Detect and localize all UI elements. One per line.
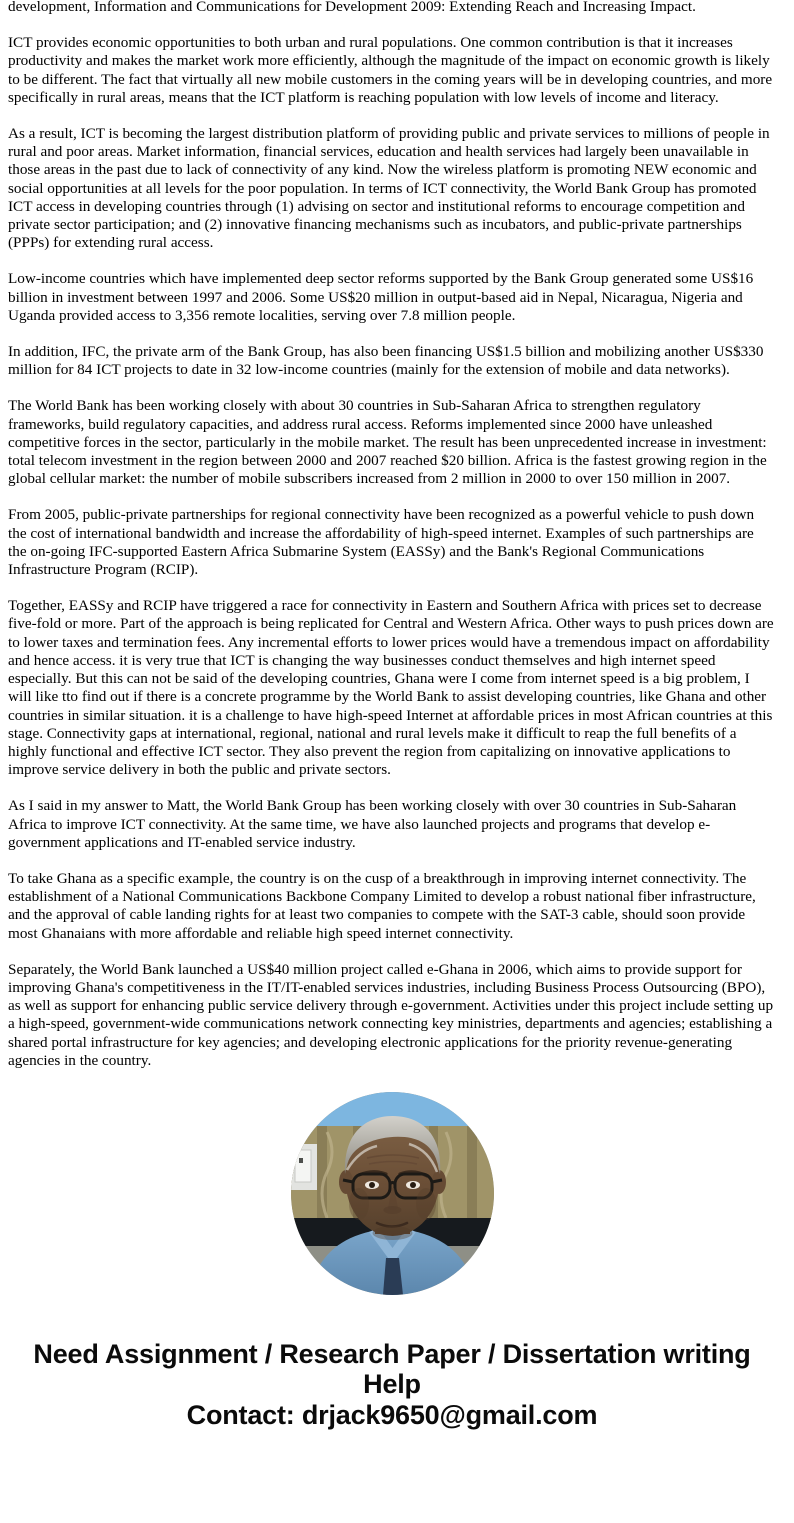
portrait-photo-icon xyxy=(291,1092,494,1295)
paragraph: In addition, IFC, the private arm of the Bank Group, has also been financing US$1.5 billion and mobilizing another US$330 million for 84 ICT projects to date in 32 low-income countries (mainly for the extension of mobile and data networks). xyxy=(8,343,764,379)
paragraph: From 2005, public-private partnerships for regional connectivity have been recognized as a powerful vehicle to push down the cost of international bandwidth and increase the affordability of high-speed internet. Examples of such partnerships are the on-going IFC-supported Eastern Africa Submarine System (EASSy) and the Bank's Regional Communications Infrastructure Program (RCIP). xyxy=(8,506,755,579)
avatar-container xyxy=(8,1092,776,1295)
paragraph: Low-income countries which have implemented deep sector reforms supported by the Bank Group generated some US$16 billion in investment between 1997 and 2006. Some US$20 million in output-based aid in Nepal, Nicaragua, Nigeria and Uganda provided access to 3,356 remote localities, serving over 7.8 million people. xyxy=(8,270,754,324)
promo-headline: Need Assignment / Research Paper / Dissertation writing Help xyxy=(33,1338,751,1399)
paragraph: Separately, the World Bank launched a US$40 million project called e-Ghana in 2006, which aims to provide support for improving Ghana's competitiveness in the IT/IT-enabled services industries, including Business Process Outsourcing (BPO), as well as support for enhancing public service delivery through e-government. Activities under this project include setting up a high-speed, government-wide communications network connecting key ministries, departments and agencies; establishing a shared portal infrastructure for key agencies; and developing electronic applications for the priority revenue-generating agencies in the country. xyxy=(8,960,774,1069)
article-body xyxy=(8,0,776,1070)
avatar xyxy=(291,1092,494,1295)
paragraph: ICT provides economic opportunities to both urban and rural populations. One common contribution is that it increases productivity and makes the market work more efficiently, although the magnitude of the impact on economic growth is likely to be different. The fact that virtually all new mobile customers in the coming years will be in developing countries, and more specifically in rural areas, means that the ICT platform is reaching population with low levels of income and literacy. xyxy=(8,34,773,106)
paragraph: Together, EASSy and RCIP have triggered a race for connectivity in Eastern and Southern Africa with prices set to decrease five-fold or more. Part of the approach is being replicated for Central and Western Africa. Other ways to push prices down are to lower taxes and termination fees. Any incremental efforts to lower prices would have a tremendous impact on affordability and hence access. it is very true that ICT is changing the way businesses conduct themselves and high internet speed especially. But this can not be said of the developing countries, Ghana were I come from internet speed is a big problem, I will like tto find out if there is a concrete programme by the World Bank to assist developing countries, like Ghana and other countries in similar situation. it is a challenge to have high-speed Internet at affordable prices in most African countries at this stage. Connectivity gaps at international, regional, national and rural levels make it difficult to reap the full benefits of a highly functional and effective ICT sector. They also prevent the region from capitalizing on innovative applications to improve service delivery in both the public and private sectors. xyxy=(8,597,774,779)
promo-footer xyxy=(8,1339,776,1430)
paragraph: As I said in my answer to Matt, the World Bank Group has been working closely with over 30 countries in Sub-Saharan Africa to improve ICT connectivity. At the same time, we have also launched projects and programs that develop e-government applications and IT-enabled service industry. xyxy=(8,797,737,851)
paragraph: To take Ghana as a specific example, the country is on the cusp of a breakthrough in improving internet connectivity. The establishment of a National Communications Backbone Company Limited to develop a robust national fiber infrastructure, and the approval of cable landing rights for at least two companies to compete with the SAT-3 cable, should soon provide most Ghanaians with more affordable and reliable high speed internet connectivity. xyxy=(8,869,756,942)
paragraph: The World Bank has been working closely with about 30 countries in Sub-Saharan Africa to strengthen regulatory frameworks, build regulatory capacities, and address rural access. Reforms implemented since 2000 have unleashed competitive forces in the sector, particularly in the mobile market. The result has been unprecedented increase in investment: total telecom investment in the region between 2000 and 2007 reached $20 billion. Africa is the fastest growing region in the global cellular market: the number of mobile subscribers increased from 2 million in 2000 to over 150 million in 2007. xyxy=(8,397,767,488)
promo-contact: Contact: drjack9650@gmail.com xyxy=(186,1399,598,1430)
paragraph: development, Information and Communications for Development 2009: Extending Reach and Increasing Impact. xyxy=(8,0,696,15)
paragraph: As a result, ICT is becoming the largest distribution platform of providing public and private services to millions of people in rural and poor areas. Market information, financial services, education and health services had largely been unavailable in those areas in the past due to lack of connectivity of any kind. Now the wireless platform is promoting NEW economic and social opportunities at all levels for the poor population. In terms of ICT connectivity, the World Bank Group has promoted ICT access in developing countries through (1) advising on sector and institutional reforms to encourage competition and private sector participation; and (2) innovative financing mechanisms such as incubators, and public-private partnerships (PPPs) for extending rural access. xyxy=(8,125,770,252)
